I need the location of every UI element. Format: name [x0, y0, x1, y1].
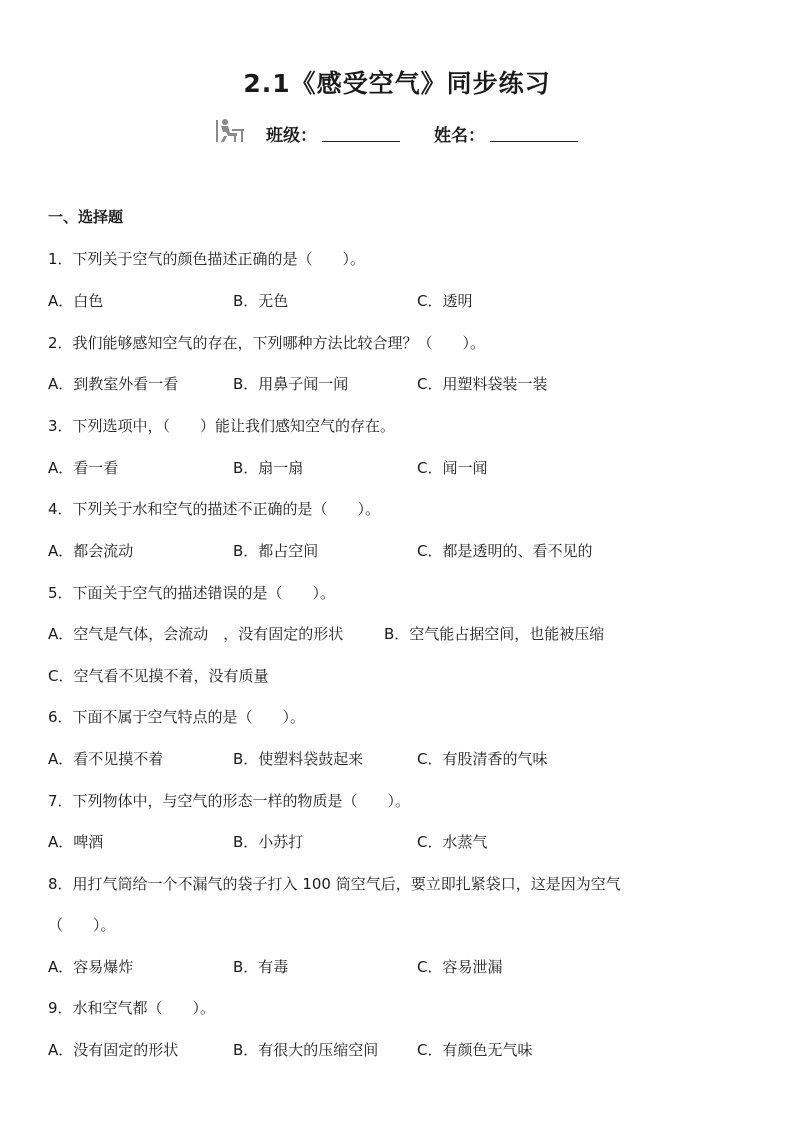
- question-7: 7．下列物体中，与空气的形态一样的物质是（ ）。: [48, 792, 411, 810]
- q8-option-c[interactable]: C．容易泄漏: [417, 958, 503, 976]
- q5-option-c[interactable]: C．空气看不见摸不着，没有质量: [48, 667, 269, 685]
- q7-option-a[interactable]: A．啤酒: [48, 833, 104, 851]
- name-blank[interactable]: [490, 141, 578, 142]
- question-5: 5．下面关于空气的描述错误的是（ ）。: [48, 584, 336, 602]
- q6-option-a[interactable]: A．看不见摸不着: [48, 750, 164, 768]
- student-desk-icon: [212, 118, 246, 144]
- q1-option-a[interactable]: A．白色: [48, 292, 104, 310]
- student-info-bar: [212, 118, 612, 148]
- page-title: 2.1《感受空气》同步练习: [243, 69, 551, 98]
- question-8: 8．用打气筒给一个不漏气的袋子打入 100 筒空气后，要立即扎紧袋口，这是因为空气: [48, 875, 621, 893]
- q3-option-a[interactable]: A．看一看: [48, 459, 119, 477]
- class-label: 班级：: [266, 126, 317, 146]
- question-1: 1．下列关于空气的颜色描述正确的是（ ）。: [48, 250, 366, 268]
- question-2: 2．我们能够感知空气的存在，下列哪种方法比较合理？（ ）。: [48, 334, 486, 352]
- question-6: 6．下面不属于空气特点的是（ ）。: [48, 708, 306, 726]
- q1-option-c[interactable]: C．透明: [417, 292, 473, 310]
- q5-option-b[interactable]: B．空气能占据空间，也能被压缩: [384, 625, 605, 643]
- q9-option-a[interactable]: A．没有固定的形状: [48, 1041, 179, 1059]
- q6-option-c[interactable]: C．有股清香的气味: [417, 750, 548, 768]
- q7-option-b[interactable]: B．小苏打: [233, 833, 304, 851]
- q3-option-b[interactable]: B．扇一扇: [233, 459, 304, 477]
- q4-option-a[interactable]: A．都会流动: [48, 542, 134, 560]
- q3-option-c[interactable]: C．闻一闻: [417, 459, 488, 477]
- q4-option-b[interactable]: B．都占空间: [233, 542, 319, 560]
- question-3: 3．下列选项中，（ ）能让我们感知空气的存在。: [48, 417, 396, 435]
- question-4: 4．下列关于水和空气的描述不正确的是（ ）。: [48, 500, 381, 518]
- q1-option-b[interactable]: B．无色: [233, 292, 289, 310]
- name-label: 姓名：: [434, 126, 485, 146]
- q7-option-c[interactable]: C．水蒸气: [417, 833, 488, 851]
- q2-option-c[interactable]: C．用塑料袋装一装: [417, 375, 548, 393]
- q9-option-b[interactable]: B．有很大的压缩空间: [233, 1041, 379, 1059]
- q6-option-b[interactable]: B．使塑料袋鼓起来: [233, 750, 364, 768]
- q2-option-a[interactable]: A．到教室外看一看: [48, 375, 179, 393]
- section-title: 一、选择题: [48, 208, 124, 226]
- q8-option-b[interactable]: B．有毒: [233, 958, 289, 976]
- class-blank[interactable]: [322, 141, 400, 142]
- question-9: 9．水和空气都（ ）。: [48, 999, 216, 1017]
- q9-option-c[interactable]: C．有颜色无气味: [417, 1041, 533, 1059]
- q2-option-b[interactable]: B．用鼻子闻一闻: [233, 375, 349, 393]
- question-8-continued: （ ）。: [48, 916, 116, 934]
- q5-option-a[interactable]: A．空气是气体，会流动 ，没有固定的形状: [48, 625, 344, 643]
- q8-option-a[interactable]: A．容易爆炸: [48, 958, 134, 976]
- q4-option-c[interactable]: C．都是透明的、看不见的: [417, 542, 593, 560]
